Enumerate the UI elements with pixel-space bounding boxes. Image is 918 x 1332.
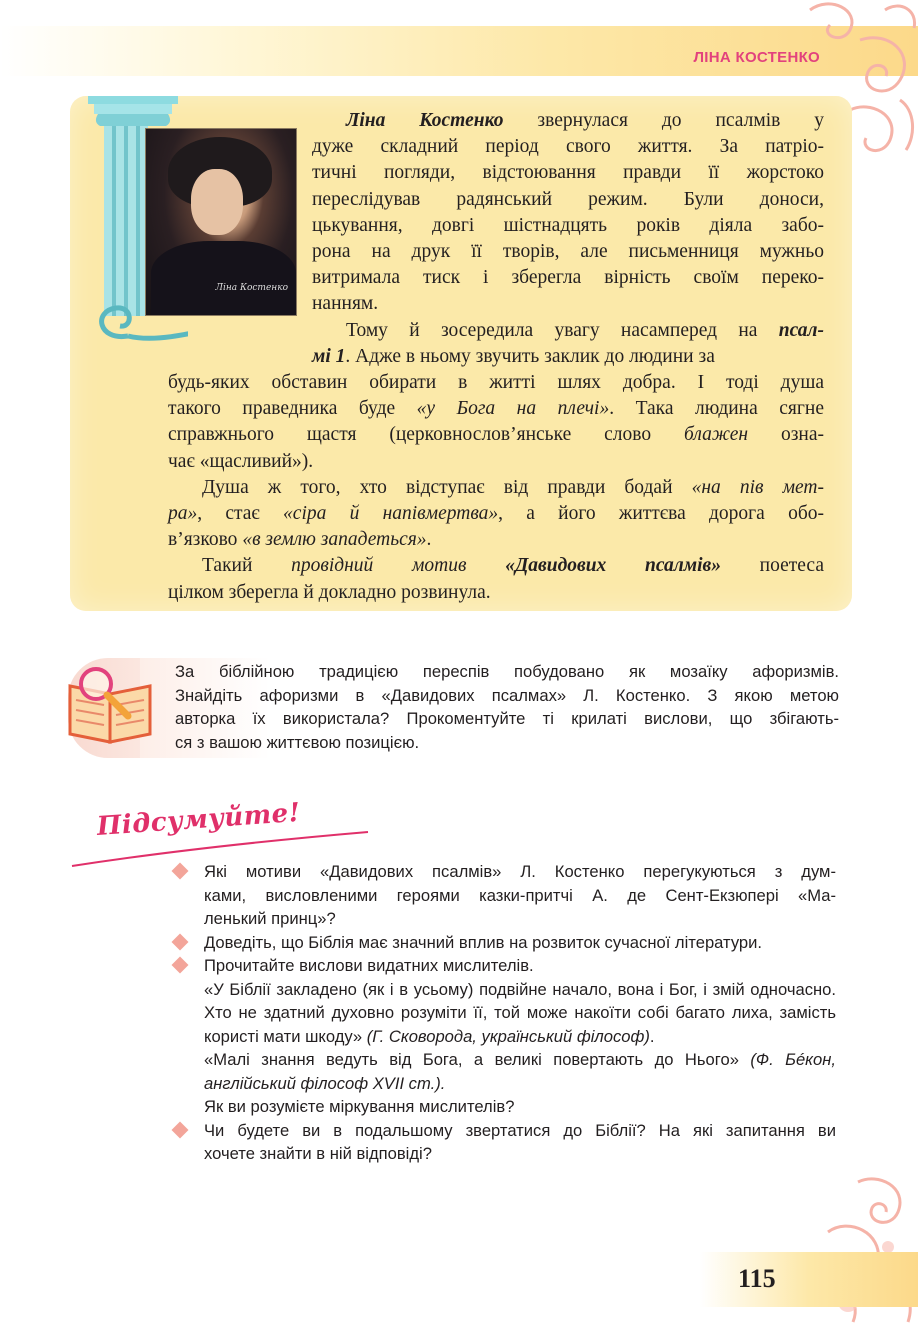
bio-run: витримала тиск і зберегла вірність своїм переко- <box>312 267 824 289</box>
task-line: За біблійною традицією переспів побудовано як мозаїку афоризмів. <box>175 662 839 681</box>
bio-run: . Адже в ньому звучить заклик до людини за <box>345 345 715 367</box>
task-text <box>175 660 839 754</box>
bio-run: . Така людина сягне <box>609 398 824 420</box>
bio-run: . <box>426 529 432 551</box>
bio-run: рона на друк її творів, але письменниця мужньо <box>312 241 824 263</box>
task-line: ся з вашою життєвою позицією. <box>175 732 420 752</box>
bio-run: «на пів мет- <box>691 476 824 498</box>
bio-line <box>168 449 824 475</box>
author-portrait <box>145 128 297 316</box>
summary-text: хочете знайти в ній відповіді? <box>204 1144 432 1163</box>
bio-run: , а його життєва дорога обо- <box>498 503 824 525</box>
summary-question: Як ви розумієте міркування мислителів? <box>204 1097 515 1116</box>
quote-bacon <box>204 1048 836 1095</box>
diamond-bullet-icon <box>172 957 189 974</box>
bio-run <box>466 555 505 576</box>
portrait-signature: Ліна Костенко <box>215 283 288 293</box>
summary-text: Які мотиви «Давидових псалмів» Л. Костенко перегукуються з дум- <box>204 862 836 881</box>
bio-run: дуже складний період свого життя. За патріо- <box>312 136 824 158</box>
bio-line <box>168 553 824 579</box>
bio-line <box>168 370 824 396</box>
bio-line <box>312 160 824 186</box>
summary-heading: Підсумуйте! <box>95 797 302 842</box>
running-header: ЛІНА КОСТЕНКО <box>693 49 820 66</box>
list-item <box>172 1119 836 1166</box>
bio-run: мі 1 <box>312 345 346 367</box>
summary-text: Чи будете ви в подальшому звертатися до Біблії? На які запитання ви <box>204 1120 836 1140</box>
summary-text: ленький принц»? <box>204 909 336 928</box>
bio-run: цькування, довгі шістнадцять років діяла забо- <box>312 214 824 236</box>
diamond-bullet-icon <box>172 863 189 880</box>
bio-line <box>168 475 824 501</box>
bio-line <box>168 422 824 448</box>
bio-run: в’язково <box>168 529 243 551</box>
bio-run: «в землю западеться» <box>242 529 427 551</box>
quote-text: «Малі знання ведуть від Бога, а великі повертають до Нього» <box>204 1050 739 1069</box>
bio-run: Душа ж того, хто відступає від правди бодай <box>202 476 692 498</box>
bio-run: ра» <box>168 503 198 525</box>
bio-run: Ліна Костенко <box>346 110 504 131</box>
bio-run: блажен <box>684 424 749 446</box>
list-item <box>172 860 836 931</box>
bio-run: провідний мотив <box>291 555 467 577</box>
diamond-bullet-icon <box>172 933 189 950</box>
footer-band <box>700 1252 918 1307</box>
bio-run: поетеса <box>720 555 824 577</box>
summary-text: Прочитайте вислови видатних мислителів. <box>204 956 534 975</box>
bio-run: псал- <box>778 319 824 341</box>
biography-text-wide <box>168 370 824 606</box>
bio-line <box>168 580 824 606</box>
list-item <box>172 931 836 955</box>
bio-run: справжнього щастя (церковнослов’янське слово <box>168 424 685 446</box>
page-number: 115 <box>738 1264 776 1293</box>
bio-line <box>312 265 824 291</box>
bio-line <box>312 213 824 239</box>
task-line: авторка їх використала? Прокоментуйте ті крилаті вислови, що збігають- <box>175 709 839 728</box>
bio-run: «у Бога на плечі» <box>416 398 610 420</box>
bio-line <box>312 108 824 134</box>
bio-run: «сіра й напівмертва» <box>283 503 499 525</box>
bio-line <box>312 187 824 213</box>
bio-line <box>312 291 824 317</box>
quote-text: «У Біблії закладено (як і в усьому) подвійне начало, вона і Бог, і змій одночасно. Хто не здатний духовно розуміти її, той може накоїти собі багато лиха, замість користі мати шкоду» <box>204 979 836 1046</box>
bio-run: нанням. <box>312 293 379 315</box>
bio-run: цілком зберегла й докладно розвинула. <box>168 581 491 603</box>
bio-line <box>168 396 824 422</box>
bio-line <box>312 318 824 344</box>
bio-run: Тому й зосередила увагу насамперед на <box>346 319 779 341</box>
summary-text: Доведіть, що Біблія має значний вплив на розвиток сучасної літератури. <box>204 932 763 952</box>
task-line: Знайдіть афоризми в «Давидових псалмах» Л. Костенко. З якою метою <box>175 685 839 705</box>
biography-text-narrow <box>312 108 824 370</box>
summary-text: ками, висловленими героями казки-притчі А. де Сент-Екзюпері «Ма- <box>204 885 836 905</box>
bio-line <box>168 527 824 553</box>
bio-line <box>168 501 824 527</box>
quote-skovoroda: «У Біблії закладено (як і в усьому) подвійне начало, вона і Бог, і змій одночасно. Хто не здатний духовно розуміти її, той може накоїти собі багато лиха, замість користі мати шкоду» (Г. Сковорода, український філософ). <box>204 979 836 1046</box>
bio-run: такого праведника буде <box>168 398 417 420</box>
diamond-bullet-icon <box>172 1121 189 1138</box>
summary-list <box>172 860 836 1166</box>
bio-run: , стає <box>197 503 284 525</box>
bio-line <box>312 344 824 370</box>
bio-run: чає «щасливий»). <box>168 450 314 472</box>
quote-author: (Ф. Бéкон, англійський філософ XVII ст.). <box>204 1050 836 1093</box>
book-magnifier-icon <box>64 664 160 744</box>
bio-run: звернулася до псалмів у <box>503 110 825 131</box>
bio-line <box>312 239 824 265</box>
bio-run: будь-яких обставин обирати в житті шлях добра. І тоді душа <box>168 372 824 393</box>
bio-run: «Давидових псалмів» <box>505 555 721 577</box>
bio-line <box>312 134 824 160</box>
bio-run: озна- <box>748 424 824 446</box>
bio-run: Такий <box>202 555 292 577</box>
bio-run: переслідував радянський режим. Були доноси, <box>312 188 824 210</box>
bio-run: тичні погляди, відстоювання правди її жорстоко <box>312 162 824 184</box>
list-item <box>172 954 836 1119</box>
quote-author: (Г. Сковорода, український філософ) <box>366 1026 650 1046</box>
